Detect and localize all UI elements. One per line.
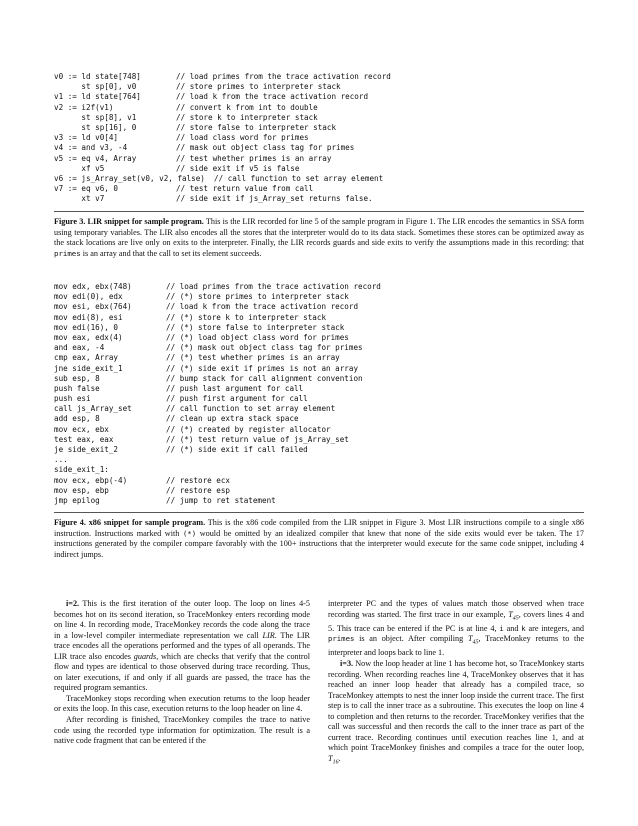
x86-comment: // restore ecx bbox=[166, 475, 231, 485]
lir-comment: // load primes from the trace activation record bbox=[176, 72, 391, 81]
lir-line bbox=[54, 72, 391, 82]
paragraph-text: is an object. After compiling bbox=[359, 634, 464, 644]
paragraph-text: . bbox=[338, 753, 341, 763]
figure3-caption bbox=[54, 217, 584, 259]
x86-line bbox=[54, 353, 381, 363]
x86-comment: // (*) side exit if call failed bbox=[166, 445, 308, 454]
x86-comment: // (*) test whether primes is an array bbox=[166, 353, 340, 363]
x86-comment: // load primes from the trace activation record bbox=[166, 282, 381, 291]
trace-t16 bbox=[328, 753, 339, 766]
paragraph-continued bbox=[328, 599, 584, 659]
lir-comment: // store primes to interpreter stack bbox=[176, 82, 341, 92]
lir-line bbox=[54, 143, 391, 153]
term-lir: LIR bbox=[262, 630, 275, 640]
lir-comment: // mask out object class tag for primes bbox=[176, 143, 355, 153]
x86-comment: // jump to ret statement bbox=[166, 495, 276, 505]
x86-line bbox=[54, 313, 381, 323]
x86-comment: // (*) store primes to interpreter stack bbox=[166, 292, 349, 302]
figure4-label: Figure 4. bbox=[54, 518, 86, 527]
trace-name: $T_{45}$ bbox=[467, 634, 479, 646]
x86-comment: // (*) load object class word for primes bbox=[166, 332, 349, 342]
x86-line bbox=[54, 425, 381, 435]
lir-instruction: v2 := i2f(v1) bbox=[54, 102, 114, 112]
x86-line bbox=[54, 343, 381, 353]
figure3-mono-primes: primes bbox=[54, 248, 81, 258]
trace-t45-b bbox=[467, 634, 479, 646]
lir-instruction: st sp[16], 0 bbox=[54, 122, 137, 132]
x86-line bbox=[54, 364, 381, 374]
x86-instruction: jne side_exit_1 bbox=[54, 363, 123, 373]
figure3-title: LIR snippet for sample program. bbox=[87, 217, 204, 226]
x86-instruction: mov ecx, ebp(-4) bbox=[54, 475, 128, 485]
x86-line bbox=[54, 476, 381, 486]
x86-instruction: side_exit_1: bbox=[54, 465, 109, 475]
paragraph-head-i3: i=3. bbox=[340, 659, 354, 669]
x86-instruction: mov ecx, ebx bbox=[54, 424, 109, 434]
lir-comment: // side exit if js_Array_set returns false. bbox=[176, 194, 373, 204]
lir-comment: // test whether primes is an array bbox=[176, 153, 332, 163]
lir-line bbox=[54, 92, 391, 102]
x86-comment: // (*) store false to interpreter stack bbox=[166, 322, 345, 332]
paragraph-text: , covers lines 4 and 5. This trace can be entered if the PC is at line 4, bbox=[328, 609, 584, 633]
lir-comment: // load class word for primes bbox=[176, 133, 309, 143]
paragraph-text: , which are checks that verify that the control flow and types are identical to those observed during trace recording. Thus, on later executions, if and only if all guards are passed, the trace has the required program semantics. bbox=[54, 651, 311, 693]
x86-line bbox=[54, 404, 381, 414]
x86-line bbox=[54, 455, 381, 465]
x86-comment: // push last argument for call bbox=[166, 383, 304, 393]
x86-comment: // (*) created by register allocator bbox=[166, 424, 331, 434]
x86-comment: // (*) side exit if primes is not an array bbox=[166, 363, 359, 373]
x86-line bbox=[54, 414, 381, 424]
figure3-label: Figure 3. bbox=[54, 217, 86, 226]
lir-instruction: v6 := js_Array_set(v0, v2, false) // call function to set array element bbox=[54, 173, 384, 183]
lir-line bbox=[54, 82, 391, 92]
lir-comment: // load k from the trace activation record bbox=[176, 92, 369, 102]
figure4-mono-star: (*) bbox=[182, 528, 197, 538]
x86-instruction: and eax, -4 bbox=[54, 343, 105, 353]
x86-comment: // clean up extra stack space bbox=[166, 414, 299, 424]
lir-code-listing bbox=[54, 72, 391, 204]
lir-line bbox=[54, 154, 391, 164]
figure3-text-a: This is the LIR recorded for line 5 of the sample program in Figure 1. The LIR encodes the semantics in SSA form using temporary variables. The LIR also encodes all the stores that the interpreter would do to its data stack. Sometimes these stores can be optimized away as the stack locations are live only on exits to the interpreter. Finally, the LIR records guards and side exits to verify the assumptions made in this recording: that bbox=[54, 217, 584, 248]
lir-comment: // store k to interpreter stack bbox=[176, 112, 318, 122]
body-column-left bbox=[54, 599, 310, 747]
x86-instruction: jmp epilog bbox=[54, 495, 100, 505]
lir-instruction: st sp[0], v0 bbox=[54, 82, 137, 92]
lir-instruction: v5 := eq v4, Array bbox=[54, 153, 137, 163]
x86-line bbox=[54, 292, 381, 302]
figure4-text-a: This is the x86 code compiled from the LIR snippet in Figure 3. Most LIR instructions compile to a single x86 instruction. Instructions marked with bbox=[54, 518, 585, 538]
figure4-text-b: would be omitted by an idealized compiler that knew that none of the side exits would ever be taken. The 17 instructions generated by the compiler compare favorably with the 100+ instructions that the interpreter would execute for the same code snippet, including 4 indirect jumps. bbox=[54, 528, 584, 559]
figure4-title: x86 snippet for sample program. bbox=[88, 518, 206, 527]
x86-instruction: je side_exit_2 bbox=[54, 445, 119, 454]
paragraph-stop-recording: TraceMonkey stops recording when execution returns to the loop header or exits the loop. In this case, execution returns to the loop header on line 4. bbox=[54, 693, 310, 714]
x86-comment: // load k from the trace activation record bbox=[166, 302, 359, 312]
x86-instruction: mov edi(16), 0 bbox=[54, 322, 119, 332]
lir-instruction: v4 := and v3, -4 bbox=[54, 143, 128, 153]
x86-line bbox=[54, 394, 381, 404]
trace-name: $T_{45}$ bbox=[508, 609, 519, 622]
x86-line bbox=[54, 323, 381, 333]
x86-instruction: cmp eax, Array bbox=[54, 353, 119, 363]
code-var-primes: primes bbox=[328, 634, 355, 644]
term-guards: guards bbox=[133, 651, 157, 661]
figure3-text-b: is an array and that the call to set its element succeeds. bbox=[82, 248, 262, 258]
x86-line bbox=[54, 486, 381, 496]
trace-name: $T_{16}$ bbox=[328, 753, 339, 766]
code-var-k: k bbox=[521, 623, 526, 633]
x86-instruction: push esi bbox=[54, 394, 91, 404]
x86-instruction: mov esi, ebx(764) bbox=[54, 302, 132, 312]
x86-code-listing bbox=[54, 282, 381, 506]
x86-line bbox=[54, 435, 381, 445]
x86-comment: // (*) store k to interpreter stack bbox=[166, 312, 327, 322]
lir-instruction: v1 := ld state[764] bbox=[54, 92, 141, 102]
lir-comment: // test return value from call bbox=[176, 184, 314, 194]
x86-comment: // push first argument for call bbox=[166, 394, 308, 404]
x86-instruction: mov esp, ebp bbox=[54, 485, 109, 495]
figure3-rule bbox=[54, 211, 584, 212]
lir-instruction: v7 := eq v6, 0 bbox=[54, 184, 119, 194]
x86-instruction: mov edi(8), esi bbox=[54, 312, 123, 322]
lir-line bbox=[54, 133, 391, 143]
lir-line bbox=[54, 184, 391, 194]
x86-instruction: sub esp, 8 bbox=[54, 373, 100, 383]
lir-line bbox=[54, 103, 391, 113]
x86-instruction: ... bbox=[54, 455, 68, 465]
trace-t45 bbox=[508, 609, 519, 622]
figure4-caption bbox=[54, 518, 584, 560]
x86-instruction: mov eax, edx(4) bbox=[54, 332, 123, 342]
x86-line bbox=[54, 496, 381, 506]
lir-comment: // side exit if v5 is false bbox=[176, 163, 300, 173]
lir-line bbox=[54, 123, 391, 133]
paragraph-text: and bbox=[506, 623, 519, 633]
paragraph-compile: After recording is finished, TraceMonkey compiles the trace to native code using the recorded type information for optimization. The result is a native code fragment that can be entered if the bbox=[54, 715, 310, 746]
lir-instruction: xf v5 bbox=[54, 163, 105, 173]
x86-instruction: mov edx, ebx(748) bbox=[54, 282, 132, 291]
x86-comment: // bump stack for call alignment convention bbox=[166, 373, 363, 383]
x86-line bbox=[54, 465, 381, 475]
lir-instruction: v3 := ld v0[4] bbox=[54, 133, 119, 143]
lir-line bbox=[54, 113, 391, 123]
x86-instruction: call js_Array_set bbox=[54, 404, 132, 414]
x86-comment: // (*) mask out object class tag for primes bbox=[166, 343, 363, 353]
paragraph-text: , TraceMonkey returns to the interpreter and loops back to line 1. bbox=[328, 634, 585, 658]
x86-line bbox=[54, 445, 381, 455]
lir-instruction: v0 := ld state[748] bbox=[54, 72, 141, 81]
x86-line bbox=[54, 302, 381, 312]
body-column-right bbox=[328, 599, 584, 768]
x86-instruction: push false bbox=[54, 383, 100, 393]
paragraph-i3 bbox=[328, 659, 584, 768]
lir-instruction: st sp[8], v1 bbox=[54, 112, 137, 122]
lir-line bbox=[54, 164, 391, 174]
paragraph-text: are integers, and bbox=[528, 623, 585, 633]
x86-comment: // restore esp bbox=[166, 485, 231, 495]
paragraph-text: Now the loop header at line 1 has become hot, so TraceMonkey starts recording. When recording reaches line 4, TraceMonkey observes that it has reached an inner loop header that already has a compiled trace, so TraceMonkey attempts to nest the inner loop inside the current trace. The first step is to call the inner trace as a subroutine. This executes the loop on line 4 to completion and then returns to the recorder. TraceMonkey verifies that the call was successful and then records the call to the inner trace as part of the current trace. Recording continues until execution reaches line 1, and at which point TraceMonkey finishes and compiles a trace for the outer loop, bbox=[328, 659, 585, 753]
x86-comment: // call function to set array element bbox=[166, 404, 336, 414]
x86-line bbox=[54, 374, 381, 384]
lir-comment: // convert k from int to double bbox=[176, 102, 318, 112]
lir-comment: // store false to interpreter stack bbox=[176, 122, 337, 132]
paragraph-text: interpreter PC and the types of values match those observed when trace recording was started. The first trace in our example, bbox=[328, 599, 584, 619]
paragraph-i2 bbox=[54, 599, 310, 694]
x86-line bbox=[54, 333, 381, 343]
lir-line bbox=[54, 174, 391, 184]
x86-instruction: mov edi(0), edx bbox=[54, 292, 123, 302]
x86-instruction: add esp, 8 bbox=[54, 414, 100, 424]
paragraph-text: . The LIR trace encodes all the operations performed and the types of all operands. The LIR trace also encodes bbox=[54, 630, 311, 661]
code-var-i: i bbox=[499, 623, 504, 633]
x86-instruction: test eax, eax bbox=[54, 434, 114, 444]
x86-line bbox=[54, 384, 381, 394]
x86-comment: // (*) test return value of js_Array_set bbox=[166, 434, 349, 444]
x86-line bbox=[54, 282, 381, 292]
lir-instruction: xt v7 bbox=[54, 194, 105, 204]
paragraph-text: This is the first iteration of the outer loop. The loop on lines 4-5 becomes hot on its second iteration, so TraceMonkey enters recording mode on line 4. In recording mode, TraceMonkey records the code along the trace in a low-level compiler intermediate representation we call bbox=[54, 599, 310, 640]
paragraph-head-i2: i=2. bbox=[66, 599, 80, 608]
lir-line bbox=[54, 194, 391, 204]
figure4-rule bbox=[54, 512, 584, 513]
